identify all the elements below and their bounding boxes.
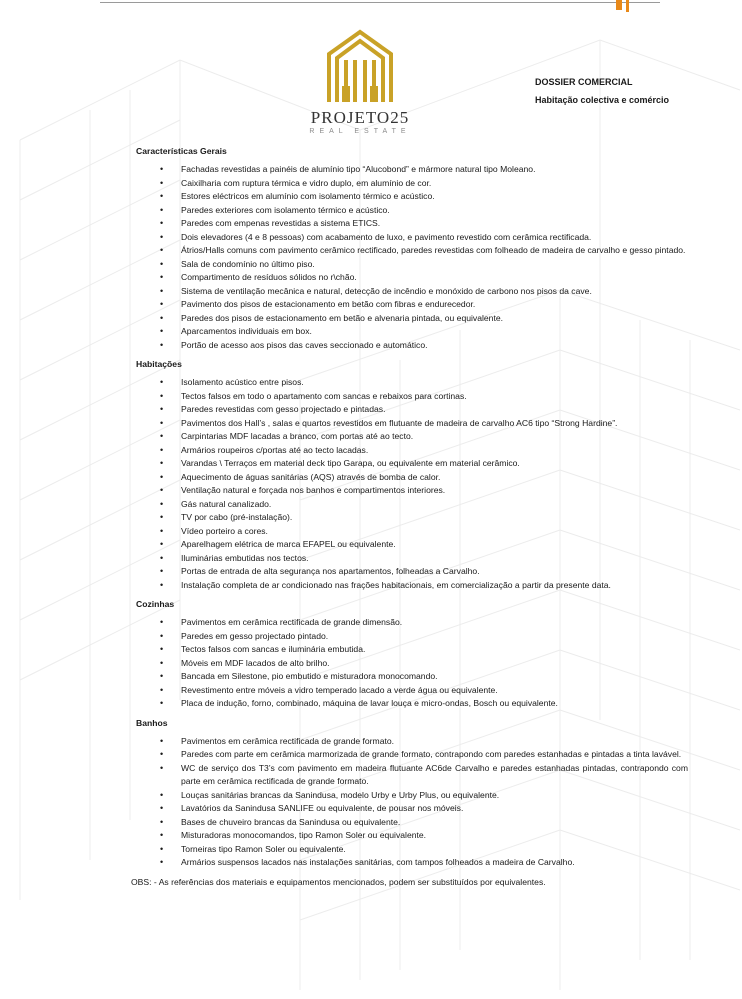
list-item: • Tectos falsos com sancas e iluminária embutida. <box>136 643 688 657</box>
list-item: • Paredes com parte em cerâmica marmorizada de grande formato, contrapondo com paredes estanhadas e pintadas a tinta lavável. <box>136 748 688 762</box>
list-item: • Iluminárias embutidas nos tectos. <box>136 552 688 566</box>
list-item: • TV por cabo (pré-instalação). <box>136 511 688 525</box>
list-item: • Paredes revestidas com gesso projectado e pintadas. <box>136 403 688 417</box>
section-banhos <box>136 717 688 870</box>
bullet-list <box>136 163 688 352</box>
list-item: • Armários roupeiros c/portas até ao tecto lacadas. <box>136 444 688 458</box>
brand-logo <box>300 26 420 138</box>
list-item: • Varandas \ Terraços em material deck tipo Garapa, ou equivalente em material cerâmico. <box>136 457 688 471</box>
specifications-body <box>131 145 688 889</box>
list-item: • Caixilharia com ruptura térmica e vidro duplo, em alumínio de cor. <box>136 177 688 191</box>
list-item: • Paredes exteriores com isolamento térmico e acústico. <box>136 204 688 218</box>
section-title: Habitações <box>136 359 182 369</box>
section-cozinhas <box>136 598 688 711</box>
list-item: • Pavimentos dos Hall’s , salas e quartos revestidos em flutuante de madeira de carvalho AC6 tipo “Strong Hardine”. <box>136 417 688 431</box>
list-item: • Aparelhagem elétrica de marca EFAPEL ou equivalente. <box>136 538 688 552</box>
list-item: • Tectos falsos em todo o apartamento com sancas e rebaixos para cortinas. <box>136 390 688 404</box>
section-title: Características Gerais <box>136 146 227 156</box>
list-item: • Ventilação natural e forçada nos banhos e compartimentos interiores. <box>136 484 688 498</box>
list-item: • Móveis em MDF lacados de alto brilho. <box>136 657 688 671</box>
brand-accent-icon <box>602 0 642 12</box>
list-item: • Paredes em gesso projectado pintado. <box>136 630 688 644</box>
list-item: • Carpintarias MDF lacadas a branco, com portas até ao tecto. <box>136 430 688 444</box>
list-item: • Aquecimento de águas sanitárias (AQS) através de bomba de calor. <box>136 471 688 485</box>
list-item: • Instalação completa de ar condicionado nas frações habitacionais, em comercialização a partir da presente data. <box>136 579 688 593</box>
brand-name: PROJETO25 <box>310 108 410 127</box>
list-item: • Fachadas revestidas a painéis de alumínio tipo “Alucobond” e mármore natural tipo Moleano. <box>136 163 688 177</box>
bullet-list <box>136 735 688 870</box>
list-item: • Armários suspensos lacados nas instalações sanitárias, com tampos folheados a madeira de Carvalho. <box>136 856 688 870</box>
list-item: • Átrios/Halls comuns com pavimento cerâmico rectificado, paredes revestidas com folheado de madeira de carvalho e gesso pintado. <box>136 244 688 258</box>
list-item: • Louças sanitárias brancas da Sanindusa, modelo Urby e Urby Plus, ou equivalente. <box>136 789 688 803</box>
list-item: • Estores eléctricos em alumínio com isolamento térmico e acústico. <box>136 190 688 204</box>
list-item: • Placa de indução, forno, combinado, máquina de lavar louça e micro-ondas, Bosch ou equivalente. <box>136 697 688 711</box>
list-item: • Sala de condomínio no último piso. <box>136 258 688 272</box>
document-subtitle: Habitação colectiva e comércio <box>535 95 670 105</box>
document-heading <box>535 73 669 109</box>
section-habitacoes <box>136 358 688 592</box>
list-item: • Pavimentos em cerâmica rectificada de grande dimensão. <box>136 616 688 630</box>
list-item: • Sistema de ventilação mecânica e natural, detecção de incêndio e monóxido de carbono nos pisos da cave. <box>136 285 688 299</box>
list-item: • Isolamento acústico entre pisos. <box>136 376 688 390</box>
list-item: • Lavatórios da Sanindusa SANLIFE ou equivalente, de pousar nos móveis. <box>136 802 688 816</box>
section-title: Cozinhas <box>136 599 175 609</box>
list-item: • Misturadoras monocomandos, tipo Ramon Soler ou equivalente. <box>136 829 688 843</box>
list-item: • Aparcamentos individuais em box. <box>136 325 688 339</box>
section-caracteristicas-gerais <box>136 145 688 352</box>
list-item: • Paredes com empenas revestidas a sistema ETICS. <box>136 217 688 231</box>
list-item: • Dois elevadores (4 e 8 pessoas) com acabamento de luxo, e pavimento revestido com cerâmica rectificada. <box>136 231 688 245</box>
document-type: DOSSIER COMERCIAL <box>535 77 633 87</box>
header-rule <box>100 2 660 3</box>
list-item: • Portas de entrada de alta segurança nos apartamentos, folheadas a Carvalho. <box>136 565 688 579</box>
bullet-list <box>136 376 688 592</box>
section-title: Banhos <box>136 717 168 728</box>
list-item: • Pavimento dos pisos de estacionamento em betão com fibras e endurecedor. <box>136 298 688 312</box>
list-item: • Torneiras tipo Ramon Soler ou equivalente. <box>136 843 688 857</box>
list-item: • Paredes dos pisos de estacionamento em betão e alvenaria pintada, ou equivalente. <box>136 312 688 326</box>
observation-note: OBS: - As referências dos materiais e equipamentos mencionados, podem ser substituídos por equivalentes. <box>131 876 546 887</box>
bullet-list <box>136 616 688 711</box>
list-item: • Gás natural canalizado. <box>136 498 688 512</box>
list-item: • Portão de acesso aos pisos das caves seccionado e automático. <box>136 339 688 353</box>
list-item: • WC de serviço dos T3’s com pavimento em madeira flutuante AC6de Carvalho e paredes estanhadas pintadas, contrapondo com parte em cerâmica rectificada de grande formato. <box>136 762 688 789</box>
building-logo-icon <box>300 26 420 106</box>
brand-tagline: REAL ESTATE <box>309 128 411 135</box>
list-item: • Revestimento entre móveis a vidro temperado lacado a verde água ou equivalente. <box>136 684 688 698</box>
list-item: • Vídeo porteiro a cores. <box>136 525 688 539</box>
list-item: • Pavimentos em cerâmica rectificada de grande formato. <box>136 735 688 749</box>
list-item: • Bases de chuveiro brancas da Sanindusa ou equivalente. <box>136 816 688 830</box>
list-item: • Compartimento de resíduos sólidos no r\chão. <box>136 271 688 285</box>
list-item: • Bancada em Silestone, pio embutido e misturadora monocomando. <box>136 670 688 684</box>
